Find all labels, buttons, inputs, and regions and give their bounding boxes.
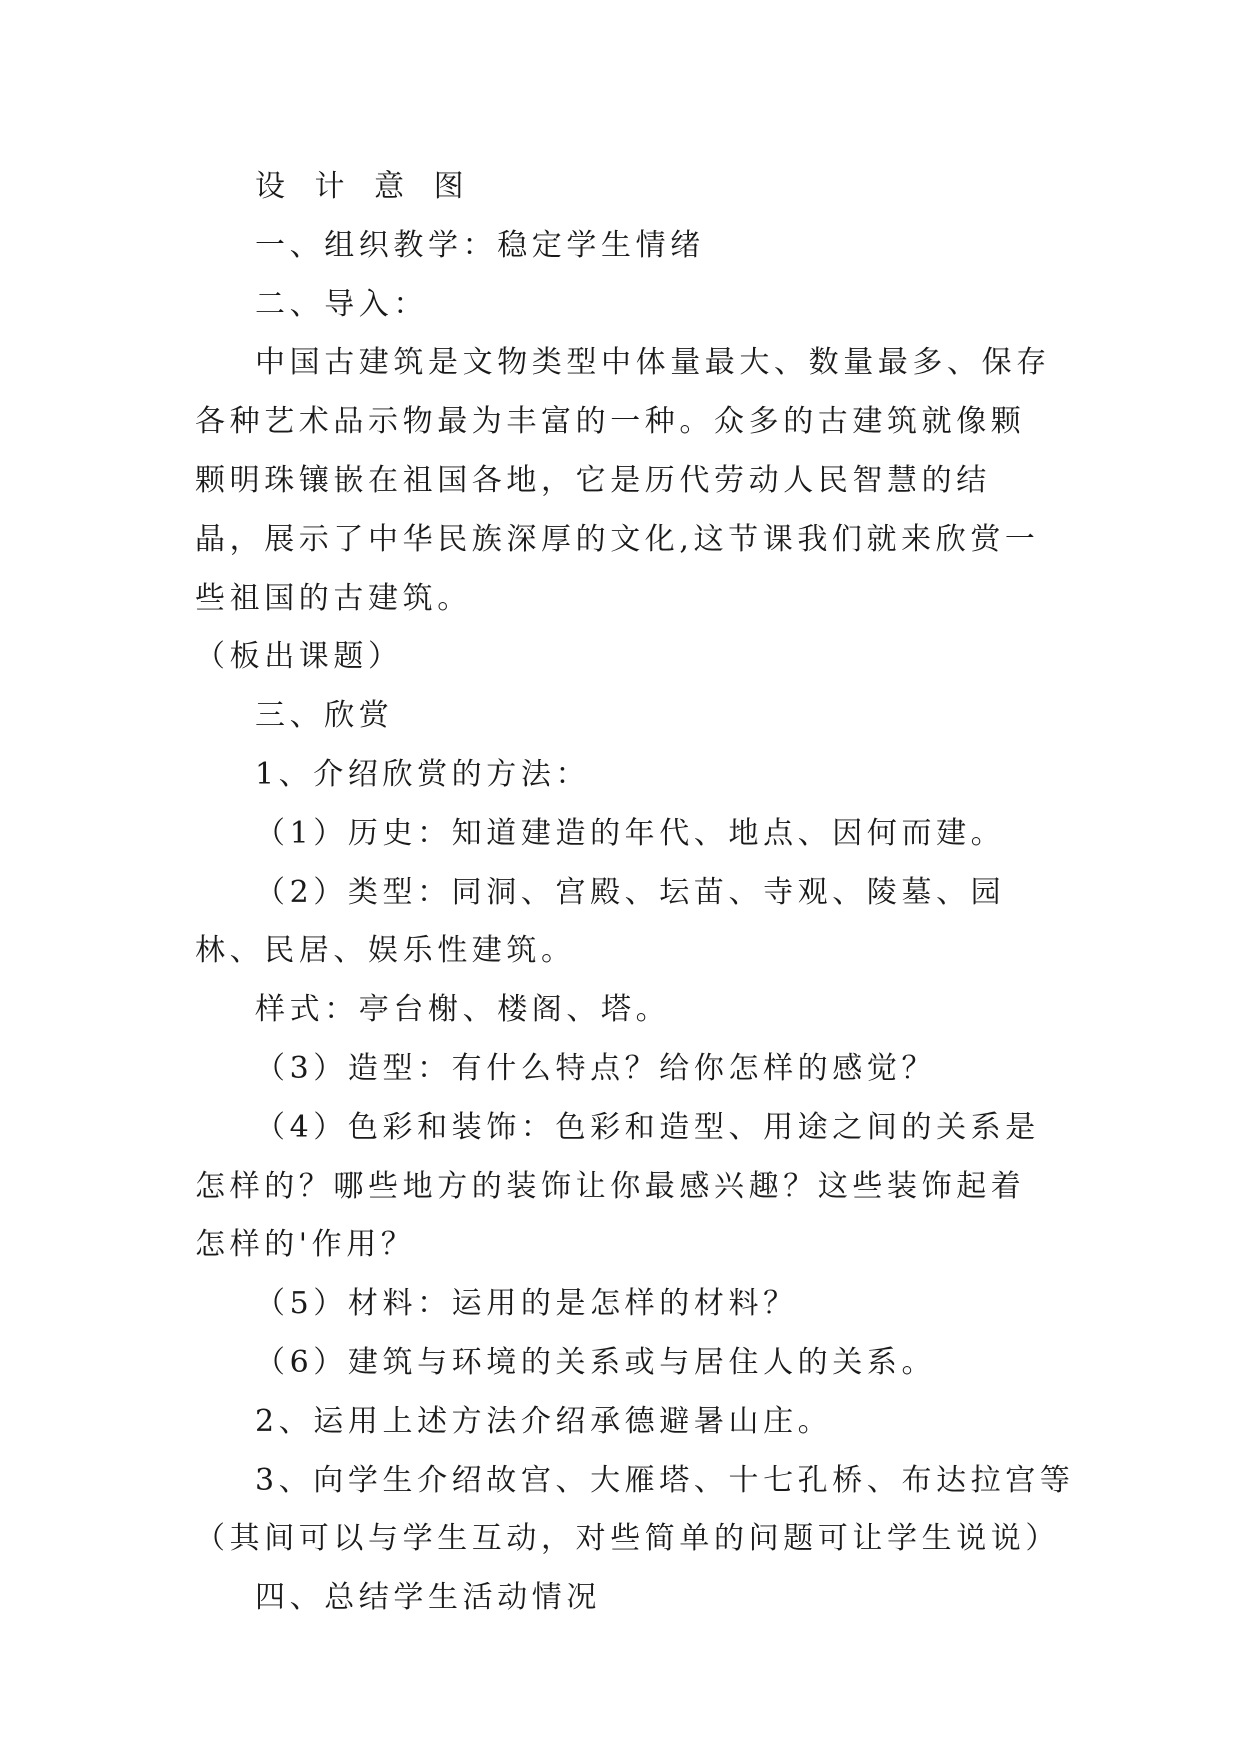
- method-history: （1）历史：知道建造的年代、地点、因何而建。: [255, 815, 1006, 851]
- section-summary: 四、总结学生活动情况: [255, 1580, 601, 1616]
- method-material: （5）材料：运用的是怎样的材料？: [255, 1286, 798, 1322]
- method-types: （2）类型：同洞、宫殿、坛苗、寺观、陵墓、园林、民居、娱乐性建筑。: [195, 874, 1006, 969]
- method-heading: 1、介绍欣赏的方法：: [255, 756, 591, 792]
- document-title: 设 计 意 图: [255, 169, 474, 204]
- document-body: [195, 158, 1075, 1628]
- interaction-note: （其间可以与学生互动，对些简单的问题可让学生说说）: [195, 1521, 1060, 1557]
- section-appreciation: 三、欣赏: [255, 698, 394, 734]
- section-organize: 一、组织教学：稳定学生情绪: [255, 227, 705, 263]
- intro-paragraph: 中国古建筑是文物类型中体量最大、数量最多、保存各种艺术品示物最为丰富的一种。众多的古建筑就像颗颗明珠镶嵌在祖国各地，它是历代劳动人民智慧的结晶，展示了中华民族深厚的文化,这节课我们就来欣赏一些祖国的古建筑。: [195, 345, 1051, 616]
- section-intro: 二、导入：: [255, 286, 428, 322]
- method-form: （3）造型：有什么特点？给你怎样的感觉？: [255, 1050, 937, 1086]
- method-color-decoration: （4）色彩和装饰：色彩和造型、用途之间的关系是怎样的？哪些地方的装饰让你最感兴趣？这些装饰起着怎样的'作用？: [195, 1109, 1040, 1263]
- board-title-note: （板出课题）: [195, 639, 403, 675]
- apply-method: 2、运用上述方法介绍承德避暑山庄。: [255, 1403, 833, 1439]
- method-styles: 样式：亭台榭、楼阁、塔。: [255, 992, 671, 1028]
- method-environment: （6）建筑与环境的关系或与居住人的关系。: [255, 1344, 937, 1380]
- introduce-landmarks: 3、向学生介绍故宫、大雁塔、十七孔桥、布达拉宫等: [255, 1462, 1075, 1498]
